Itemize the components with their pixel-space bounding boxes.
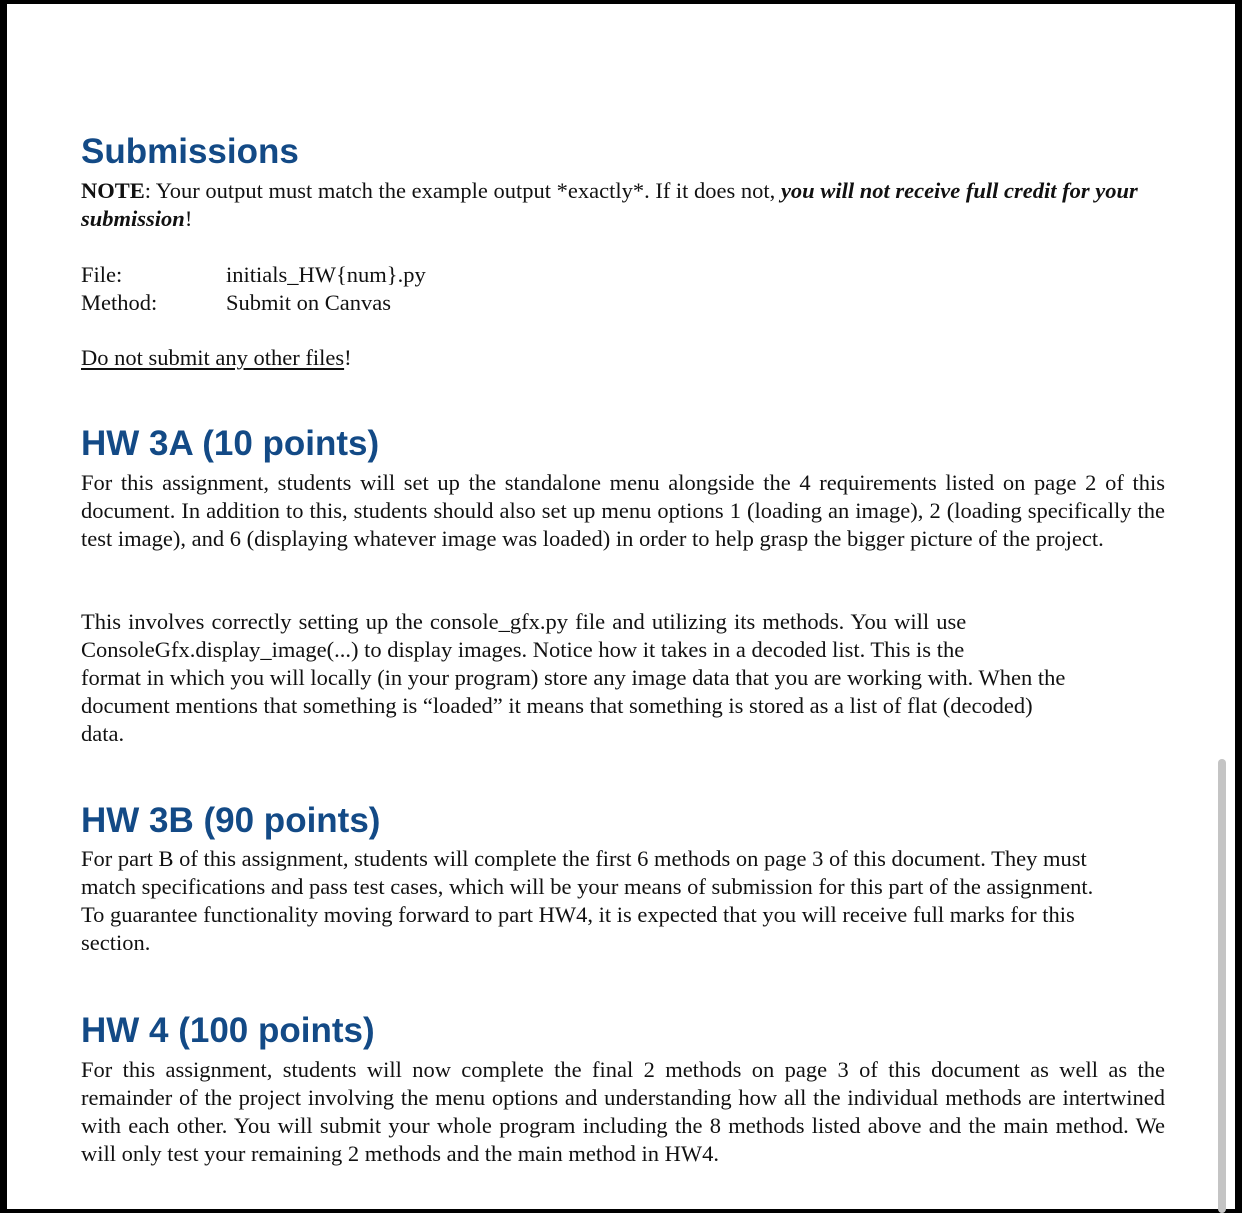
method-row	[81, 289, 681, 317]
note-end: !	[184, 206, 193, 231]
hw3a-paragraph-2-line: document mentions that something is “loaded” it means that something is stored as a list of flat (decoded)	[81, 693, 1033, 718]
file-value: initials_HW{num}.py	[226, 262, 426, 287]
hw3b-paragraph-line: To guarantee functionality moving forward to part HW4, it is expected that you will receive full marks for this	[81, 902, 1075, 927]
hw3b-paragraph-line: section.	[81, 930, 151, 955]
hw3a-paragraph-2-line: format in which you will locally (in your program) store any image data that you are working with. When the	[81, 665, 1066, 690]
vertical-scrollbar[interactable]	[1218, 759, 1226, 1213]
file-label: File:	[81, 262, 123, 287]
hw3a-paragraph-2-line: This involves correctly setting up the console_gfx.py file and utilizing its methods. You will use	[81, 609, 967, 634]
hw3a-paragraph-2-line: data.	[81, 721, 125, 746]
hw4-heading: HW 4 (100 points)	[81, 1011, 375, 1050]
note-emphasis: you will not receive full credit for your submission	[81, 178, 1138, 231]
submission-warning	[81, 344, 1165, 372]
hw3a-paragraph-2-line: ConsoleGfx.display_image(...) to display images. Notice how it takes in a decoded list. This is the	[81, 637, 965, 662]
note-label: NOTE	[81, 178, 145, 203]
hw3b-paragraph-line: For part B of this assignment, students will complete the first 6 methods on page 3 of this document. They must	[81, 846, 1087, 871]
method-value: Submit on Canvas	[226, 290, 392, 315]
hw3a-paragraph-1: For this assignment, students will set up the standalone menu alongside the 4 requirements listed on page 2 of this document. In addition to this, students should also set up menu options 1 (loading an image), 2 (loading specifically the test image), and 6 (displaying whatever image was loaded) in order to help grasp the bigger picture of the project.	[81, 470, 1165, 551]
file-row	[81, 261, 681, 289]
submissions-heading: Submissions	[81, 132, 299, 171]
submission-details	[81, 261, 681, 317]
hw3a-paragraph-2	[81, 608, 1165, 748]
note-text: : Your output must match the example output *exactly*. If it does not,	[144, 178, 781, 203]
hw3b-heading: HW 3B (90 points)	[81, 801, 381, 840]
warning-underlined: Do not submit any other files	[81, 345, 345, 370]
submissions-note	[81, 177, 1165, 233]
document-page	[7, 4, 1235, 1209]
method-label: Method:	[81, 290, 158, 315]
hw3b-paragraph	[81, 845, 1165, 957]
hw4-paragraph: For this assignment, students will now complete the final 2 methods on page 3 of this document as well as the remainder of the project involving the menu options and understanding how all the individual methods are intertwined with each other. You will submit your whole program including the 8 methods listed above and the main method. We will only test your remaining 2 methods and the main method in HW4.	[81, 1057, 1165, 1166]
hw3b-paragraph-line: match specifications and pass test cases, which will be your means of submission for this part of the assignment.	[81, 874, 1094, 899]
warning-end: !	[344, 345, 352, 370]
hw3a-heading: HW 3A (10 points)	[81, 424, 380, 463]
